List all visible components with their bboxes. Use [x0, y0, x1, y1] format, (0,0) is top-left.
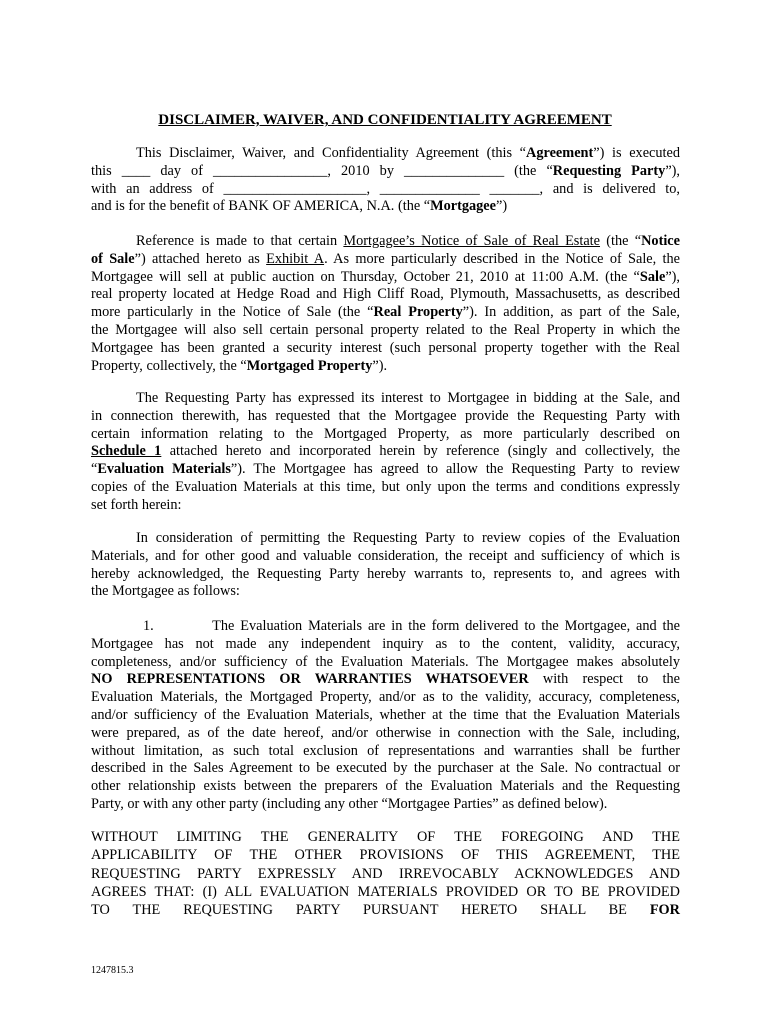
text-line: more particularly in the Notice of Sale (the “Real Property”). In addition, as part of the Sale,	[91, 304, 681, 321]
document-title: DISCLAIMER, WAIVER, AND CONFIDENTIALITY AGREEMENT	[158, 112, 612, 128]
text-line: Mortgagee will sell at public auction on Thursday, October 21, 2010 at 11:00 A.M. (the “Sale”),	[91, 268, 680, 285]
text-line: described in the Sales Agreement to be executed by the purchaser at the Sale. No contractual or	[91, 760, 680, 777]
text-line: completeness, and/or sufficiency of the Evaluation Materials. The Mortgagee makes absolutely	[91, 653, 680, 670]
section-1-paragraph	[91, 618, 680, 814]
text-line: Mortgagee has not made any independent inquiry as to the content, validity, accuracy,	[91, 635, 680, 652]
text-line: Materials, and for other good and valuable consideration, the receipt and sufficiency of which is	[91, 547, 680, 564]
text-line: AGREES THAT: (I) ALL EVALUATION MATERIALS PROVIDED OR TO BE PROVIDED	[91, 883, 680, 900]
text-line: This Disclaimer, Waiver, and Confidentiality Agreement (this “Agreement”) is executed	[136, 145, 680, 161]
text-line: hereby acknowledged, the Requesting Party hereby warrants to, represents to, and agrees with	[91, 565, 680, 582]
text-line: Reference is made to that certain Mortgagee’s Notice of Sale of Real Estate (the “Notice	[136, 233, 680, 249]
text-line: were prepared, as of the date hereof, and/or otherwise in connection with the Sale, including,	[91, 724, 680, 741]
text-line: The Requesting Party has expressed its interest to Mortgagee in bidding at the Sale, and	[136, 390, 680, 406]
schedule-1-reference: Schedule 1	[91, 443, 162, 460]
request-paragraph	[91, 390, 680, 515]
text-line: the Mortgagee will also sell certain personal property related to the Real Property in which the	[91, 321, 680, 338]
text-line: real property located at Hedge Road and High Cliff Road, Plymouth, Massachusetts, as described	[91, 286, 680, 303]
text-line: of Sale”) attached hereto as Exhibit A. As more particularly described in the Notice of Sale, the	[91, 250, 680, 267]
exhibit-a-reference: Exhibit A	[266, 250, 325, 267]
text-line: 1. The Evaluation Materials are in the form delivered to the Mortgagee, and the	[143, 618, 680, 634]
text-line: in connection therewith, has requested that the Mortgagee provide the Requesting Party with	[91, 407, 680, 424]
text-line: with an address of ____________________, ______________ _______, and is delivered to,	[91, 180, 680, 197]
text-line: TO THE REQUESTING PARTY PURSUANT HERETO SHALL BE FOR	[91, 902, 680, 919]
text-line: “Evaluation Materials”). The Mortgagee has agreed to allow the Requesting Party to review	[91, 461, 680, 478]
text-line: other relationship exists between the preparers of the Evaluation Materials and the Requesting	[91, 778, 680, 795]
intro-paragraph	[91, 145, 680, 216]
text-line: APPLICABILITY OF THE OTHER PROVISIONS OF THIS AGREEMENT, THE	[91, 847, 680, 864]
text-line: certain information relating to the Mortgaged Property, as more particularly described on	[91, 425, 680, 442]
text-line: Mortgagee has been granted a security interest (such personal property together with the Real	[91, 339, 680, 356]
text-line: and is for the benefit of BANK OF AMERICA, N.A. (the “Mortgagee”)	[91, 198, 508, 215]
text-line: this ____ day of ________________, 2010 by ______________ (the “Requesting Party”),	[91, 162, 680, 179]
text-line: REQUESTING PARTY EXPRESSLY AND IRREVOCABLY ACKNOWLEDGES AND	[91, 865, 680, 882]
text-line: Property, collectively, the “Mortgaged Property”).	[91, 357, 388, 374]
text-line: set forth herein:	[91, 496, 182, 513]
document-id-footer: 1247815.3	[91, 965, 134, 976]
text-line: copies of the Evaluation Materials at this time, but only upon the terms and conditions expressly	[91, 478, 680, 495]
text-line: Party, or with any other party (including any other “Mortgagee Parties” as defined below).	[91, 795, 608, 812]
text-line: without limitation, as such total exclusion of representations and warranties shall be further	[91, 742, 680, 759]
reference-paragraph	[91, 233, 680, 375]
text-line: Schedule 1 attached hereto and incorporated herein by reference (singly and collectively, the	[91, 443, 680, 460]
text-line: WITHOUT LIMITING THE GENERALITY OF THE FOREGOING AND THE	[91, 829, 680, 845]
text-line: the Mortgagee as follows:	[91, 583, 240, 600]
text-line: Evaluation Materials, the Mortgaged Property, and/or as to the validity, accuracy, completeness,	[91, 689, 680, 706]
text-line: In consideration of permitting the Requesting Party to review copies of the Evaluation	[136, 530, 680, 546]
notice-of-sale-reference: Mortgagee’s Notice of Sale of Real Estate	[343, 233, 601, 249]
consideration-paragraph	[91, 530, 680, 601]
caps-disclaimer-paragraph	[91, 828, 680, 919]
text-line: and/or sufficiency of the Evaluation Materials, whether at the time that the Evaluation Materials	[91, 706, 680, 723]
text-line: NO REPRESENTATIONS OR WARRANTIES WHATSOEVER with respect to the	[91, 671, 680, 688]
